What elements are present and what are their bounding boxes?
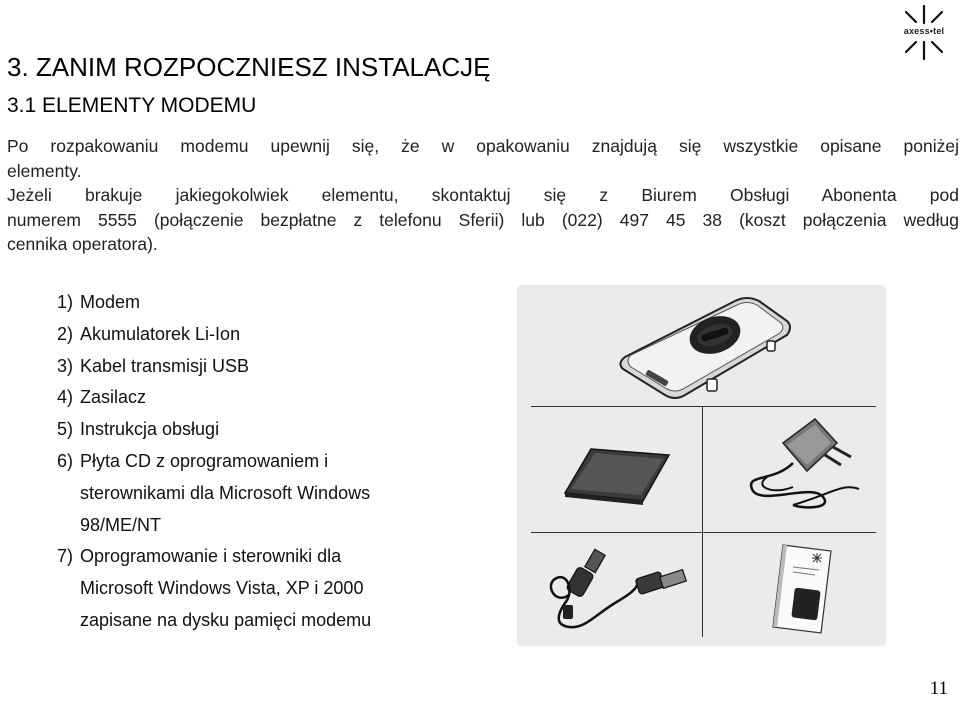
divider [702,407,703,637]
divider [531,406,876,407]
subsection-heading: 3.1 ELEMENTY MODEMU [7,94,257,117]
list-item: 7) Oprogramowanie i sterowniki dla Microsoft Windows Vista, XP i 2000 zapisane na dysku pamięci modemu [57,546,372,630]
page-number: 11 [929,678,948,699]
intro-line: numerem 5555 (połączenie bezpłatne z telefonu Sferii) lub (022) 497 45 38 (koszt połączenia według [7,209,959,230]
components-illustration [517,285,886,646]
list-item: 2) Akumulatorek Li-Ion [57,323,241,344]
component-list [57,287,477,637]
intro-line: elementy. [7,160,82,181]
list-item: 3) Kabel transmisji USB [57,355,250,376]
axesstel-logo [892,4,956,62]
section-heading: 3. ZANIM ROZPOCZNIESZ INSTALACJĘ [7,52,491,82]
charger-image [733,413,867,513]
modem-image [615,295,795,401]
manual-image [769,541,835,637]
list-item: 5) Instrukcja obsługi [57,419,220,440]
intro-line: cennika operatora). [7,234,158,254]
intro-paragraph [7,134,959,257]
list-item: 6) Płyta CD z oprogramowaniem i sterownikami dla Microsoft Windows 98/ME/NT [57,450,371,535]
list-item: 4) Zasilacz [57,387,147,408]
intro-line: Po rozpakowaniu modemu upewnij się, że w opakowaniu znajdują się wszystkie opisane poniżej [7,136,959,156]
intro-line: Jeżeli brakuje jakiegokolwiek elementu, skontaktuj się z Biurem Obsługi Abonenta pod [7,185,959,205]
list-item: 1) Modem [57,292,141,312]
logo-text: axess•tel [903,26,945,36]
divider [531,532,876,533]
battery-image [561,445,673,505]
usb-cable-image [545,545,695,639]
